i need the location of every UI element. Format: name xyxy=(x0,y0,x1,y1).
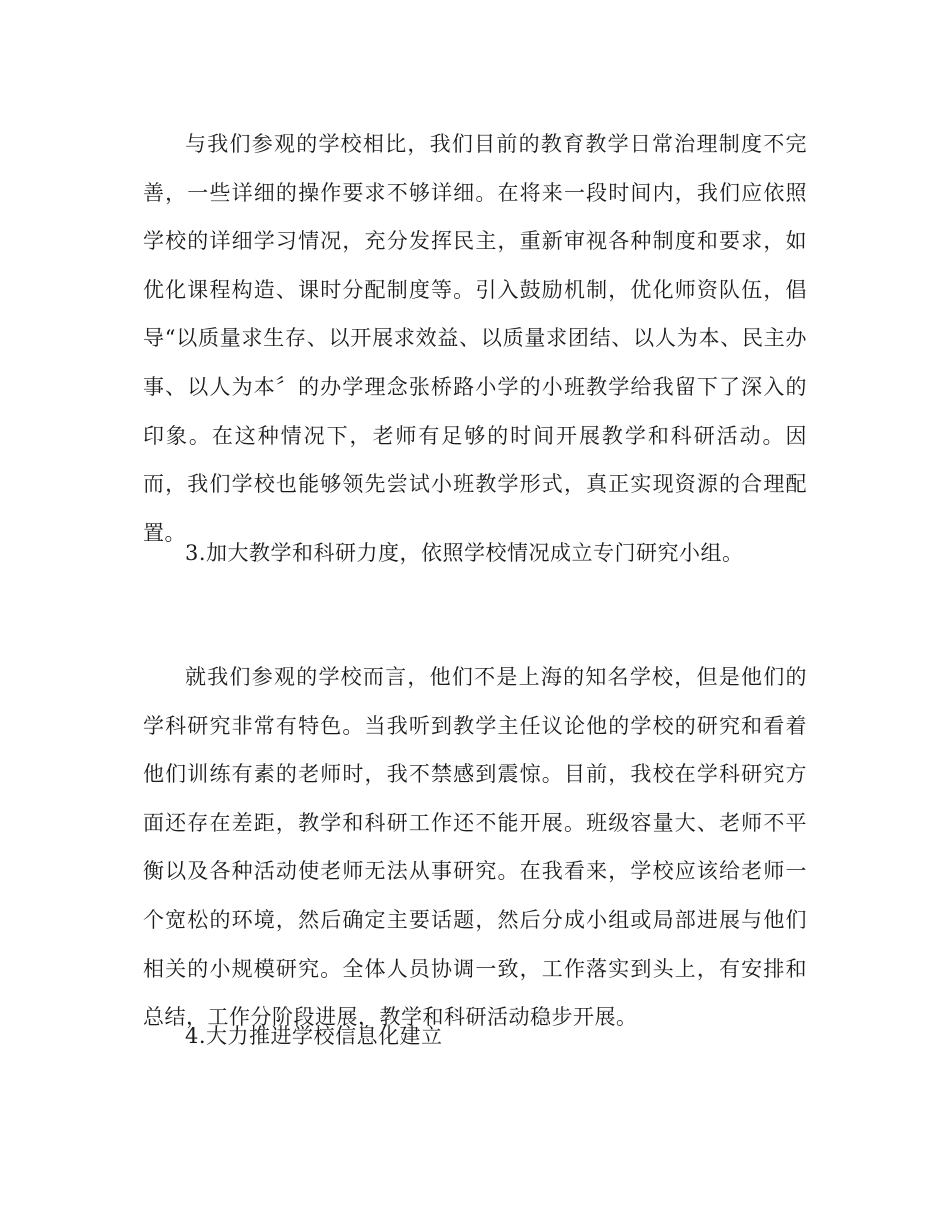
body-paragraph: 就我们参观的学校而言，他们不是上海的知名学校，但是他们的学科研究非常有特色。当我听到教学主任议论他的学校的研究和看着他们训练有素的老师时，我不禁感到震惊。目前，我校在学科研究方面还存在差距，教学和科研工作还不能开展。班级容量大、老师不平衡以及各种活动使老师无法从事研究。在我看来，学校应该给老师一个宽松的环境，然后确定主要话题，然后分成小组或局部进展与他们相关的小规模研究。全体人员协调一致，工作落实到头上，有安排和总结，工作分阶段进展，教学和科研活动稳步开展。 xyxy=(143,665,807,1030)
paragraph-block-1 xyxy=(143,120,807,557)
body-paragraph: 与我们参观的学校相比，我们目前的教育教学日常治理制度不完善，一些详细的操作要求不够详细。在将来一段时间内，我们应依照学校的详细学习情况，充分发挥民主，重新审视各种制度和要求，如优化课程构造、课时分配制度等。引入鼓励机制，优化师资队伍，倡导“以质量求生存、以开展求效益、以质量求团结、以人为本、民主办事、以人为本〞的办学理念张桥路小学的小班教学给我留下了深入的印象。在这种情况下，老师有足够的时间开展教学和科研活动。因而，我们学校也能够领先尝试小班教学形式，真正实现资源的合理配置。 xyxy=(143,132,807,545)
section-heading: 4.大力推进学校信息化建立 xyxy=(185,1024,443,1048)
paragraph-block-2 xyxy=(143,653,807,1042)
section-heading-3 xyxy=(143,529,807,578)
section-heading: 3.加大教学和科研力度，依照学校情况成立专门研究小组。 xyxy=(185,541,744,565)
section-heading-4 xyxy=(143,1012,807,1061)
